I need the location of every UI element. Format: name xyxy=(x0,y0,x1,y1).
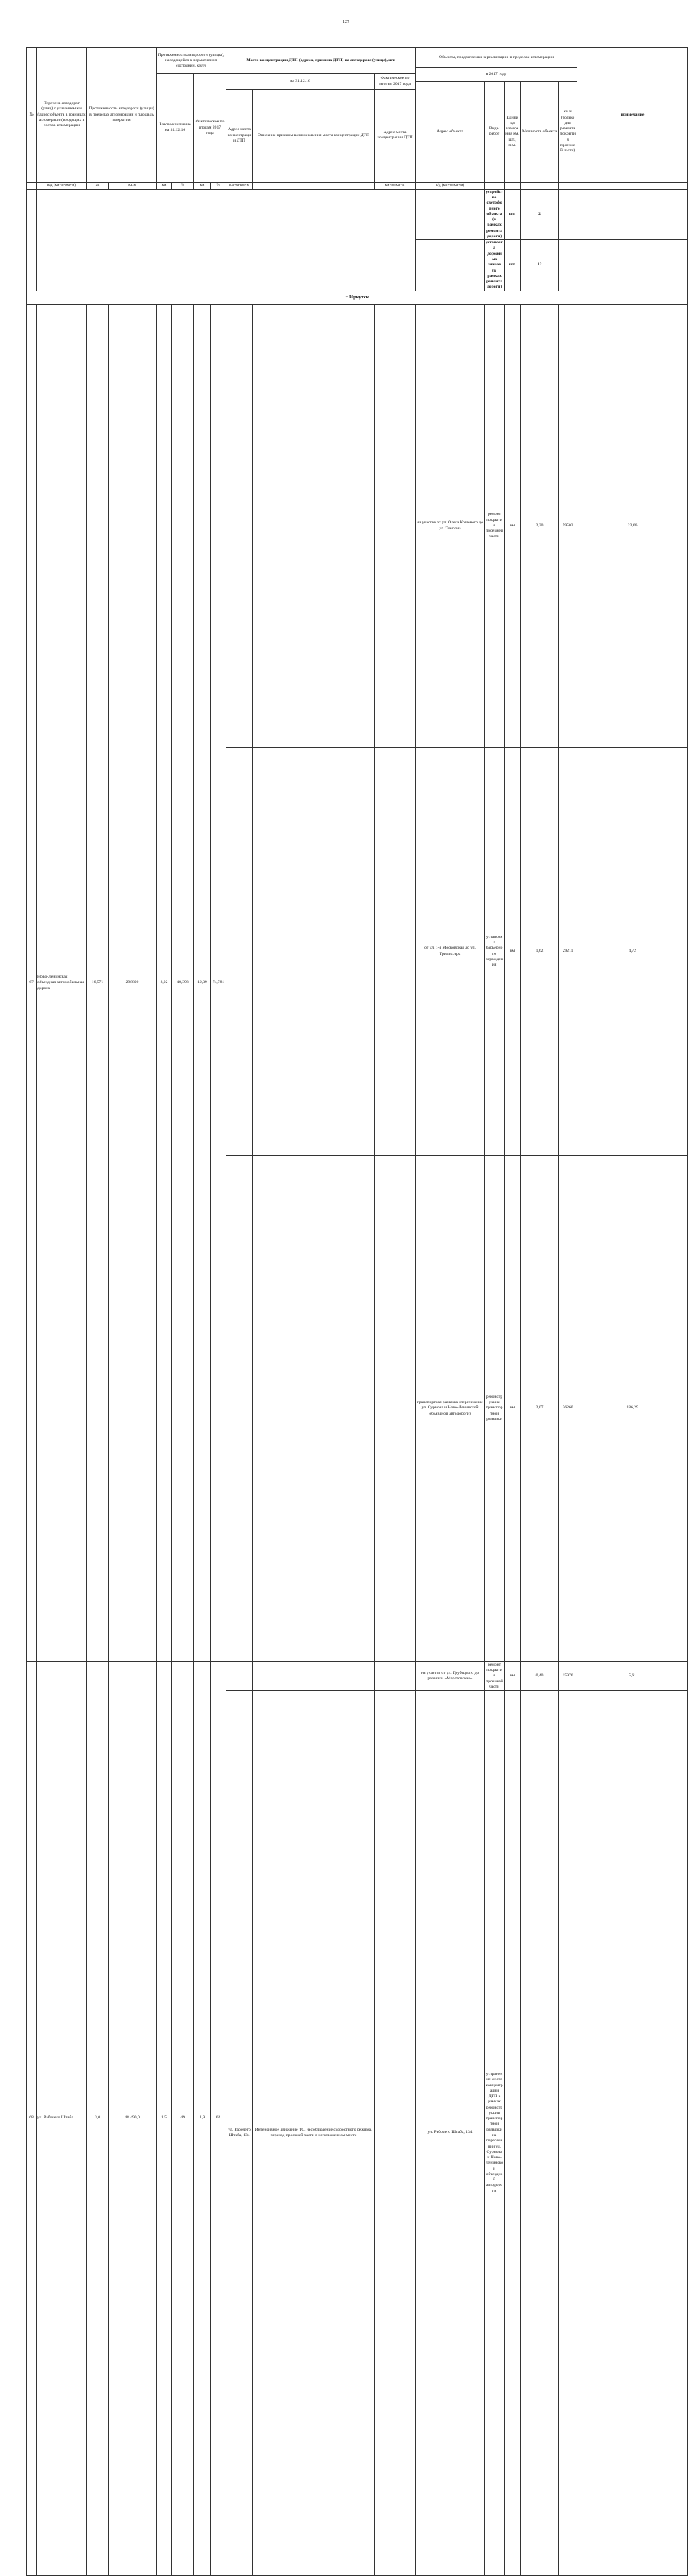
act-pct: 74,781 xyxy=(211,304,226,1662)
act-km: 1,9 xyxy=(194,1662,211,2575)
cost: 5,61 xyxy=(577,1662,688,1691)
area-sqm: 298800 xyxy=(109,304,157,1662)
header-actual: Фактическое по итогам 2017 года xyxy=(194,74,226,183)
units-power xyxy=(521,182,559,189)
dtp-addr: ул. Рабочего Штаба, 134 xyxy=(226,1691,253,2575)
header-no: № xyxy=(27,48,37,183)
units-base-pct: % xyxy=(172,182,194,189)
base-km: 8,02 xyxy=(157,304,172,1662)
header-obj-addr: Адрес объекта xyxy=(416,82,485,183)
page-number: 127 xyxy=(343,20,349,24)
power: 2,30 xyxy=(521,304,559,747)
units-no xyxy=(27,182,37,189)
base-km: 1,5 xyxy=(157,1662,172,2575)
header-length: Протяженность автодороги (улицы) в пределах агломерации и площадь покрытия xyxy=(87,48,157,183)
header-dtp-fact: Фактическое по итогам 2017 года xyxy=(375,74,416,90)
header-normative: Протяженность автодороги (улицы), находящейся в нормативном состоянии, км/% xyxy=(157,48,226,74)
row-no: 68 xyxy=(27,1662,37,2575)
units-dtp-addr: км+м-км+м xyxy=(226,182,253,189)
length-km: 3,0 xyxy=(87,1662,109,2575)
header-dtp-date: на 31.12.16 xyxy=(226,74,375,90)
cost xyxy=(577,1691,688,2575)
plan-table xyxy=(26,47,688,2576)
units-base-km: км xyxy=(157,182,172,189)
units-obj-addr: в/д (км+м-км+м) xyxy=(416,182,485,189)
unit: км xyxy=(505,747,521,1155)
act-km: 12,39 xyxy=(194,304,211,1662)
obj-addr: на участке от ул. Олега Кошевого до ул. Томсона xyxy=(416,304,485,747)
carry-power: 2 xyxy=(521,189,559,239)
header-road: Перечень автодорог (улиц) с указанием км (адрес объекта в границах агломерации)входящих в состав агломерации xyxy=(37,48,87,183)
units-act-km: км xyxy=(194,182,211,189)
carry-work: устройство светофорного объекта (в рамках ремонта дороги) xyxy=(486,189,503,239)
header-note: примечание xyxy=(577,48,688,183)
header-objects: Объекты, предлагаемые к реализации, в пределах агломерации xyxy=(416,48,577,68)
work-type: ремонт покрытия проезжей части xyxy=(485,304,505,747)
units-km: км xyxy=(87,182,109,189)
road-name: ул. Рабочего Штаба xyxy=(37,1662,87,2575)
work-type: устранение места концентрации ДТП в рамках реконструкции транспортной развязки на пересечении ул. Сурнова и Ново-Ленинской объездной автодороги xyxy=(485,1691,505,2575)
units-act-pct: % xyxy=(211,182,226,189)
carry-row xyxy=(27,189,688,239)
cost: 23,66 xyxy=(577,304,688,747)
units-sqm2 xyxy=(559,182,577,189)
road-name: Ново-Ленинская объездная автомобильная дорога xyxy=(37,304,87,1662)
units-dtp-addr2: км+м-км+м xyxy=(375,182,416,189)
unit: км xyxy=(505,1662,521,1691)
header-power: Мощность объекта xyxy=(521,82,559,183)
carry-work: установка дорожных знаков (в рамках ремонта дороги) xyxy=(486,240,503,290)
power xyxy=(521,1691,559,2575)
units-cost xyxy=(577,182,688,189)
header-dtp: Места концентрации ДТП (адреса, причина ДТП) на автодороге (улице), шт. xyxy=(226,48,416,74)
work-type: реконструкция транспортной развязки xyxy=(485,1155,505,1662)
area-sqm: 48 490,0 xyxy=(109,1662,157,2575)
header-unit: Единица измерения км, шт., п.м. xyxy=(505,82,521,183)
obj-addr: транспортная развязка (пересечение ул. Сурнова и Ново-Ленинской объездной автодороги) xyxy=(416,1155,485,1662)
table-row xyxy=(27,304,688,747)
power: 0,40 xyxy=(521,1662,559,1691)
sqm: 15976 xyxy=(559,1662,577,1691)
carry-power: 12 xyxy=(521,240,559,291)
carry-unit: шт. xyxy=(505,240,521,291)
carry-unit: шт. xyxy=(505,189,521,239)
units-road: в/д (км+м-км+м) xyxy=(37,182,87,189)
city-heading: г. Иркутск xyxy=(27,291,688,304)
power: 2,07 xyxy=(521,1155,559,1662)
sqm: 36260 xyxy=(559,1155,577,1662)
header-dtp-addr: Адрес места концентрации ДТП xyxy=(226,90,253,183)
header-base: Базовое значение на 31.12.16 xyxy=(157,74,194,183)
power: 1,62 xyxy=(521,747,559,1155)
unit: км xyxy=(505,304,521,747)
units-unit xyxy=(505,182,521,189)
header-dtp-addr2: Адрес места концентрации ДТП xyxy=(375,90,416,183)
work-type: ремонт покрытия проезжей части xyxy=(485,1662,505,1691)
units-sqm: кв.м xyxy=(109,182,157,189)
unit: км xyxy=(505,1155,521,1662)
act-pct: 62 xyxy=(211,1662,226,2575)
length-km: 16,571 xyxy=(87,304,109,1662)
header-work: Виды работ xyxy=(485,82,505,183)
units-dtp-reason xyxy=(253,182,375,189)
obj-addr: ул. Рабочего Штаба, 134 xyxy=(416,1691,485,2575)
cost: 186,29 xyxy=(577,1155,688,1662)
units-work xyxy=(485,182,505,189)
dtp-reason: Интенсивное движение ТС, несоблюдение скоростного режима, переход проезжей части в неположенном месте xyxy=(253,1691,375,2575)
work-type: установка барьерного ограждения xyxy=(485,747,505,1155)
sqm: 59503 xyxy=(559,304,577,747)
base-pct: 49 xyxy=(172,1662,194,2575)
sqm: 29211 xyxy=(559,747,577,1155)
obj-addr: на участке от ул. Трубецкого до развязки «Маратовская» xyxy=(416,1662,485,1691)
header-dtp-reason: Описание причины возникновения места концентрации ДТП xyxy=(253,90,375,183)
header-sqm: кв.м (только для ремонта покрытия проезжей части) xyxy=(559,82,577,183)
sqm xyxy=(559,1691,577,2575)
row-no: 67 xyxy=(27,304,37,1662)
base-pct: 48,398 xyxy=(172,304,194,1662)
header-year: в 2017 году xyxy=(416,68,577,82)
obj-addr: от ул. 1-я Московская до ул. Трилиссера xyxy=(416,747,485,1155)
cost: 4,72 xyxy=(577,747,688,1155)
unit xyxy=(505,1691,521,2575)
table-row xyxy=(27,1662,688,1691)
